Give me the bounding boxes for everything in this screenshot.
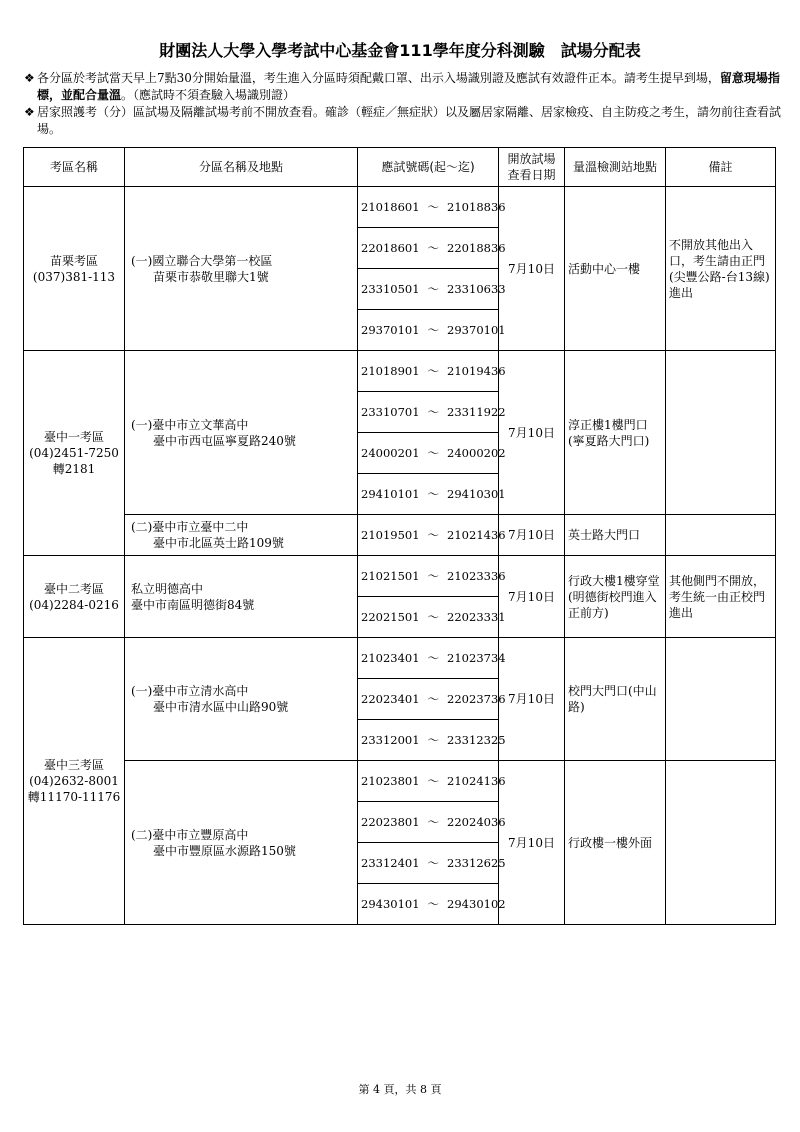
range-cell: 22018601 ～ 22018836 bbox=[358, 228, 499, 269]
temp-station-cell: 英士路大門口 bbox=[565, 515, 666, 556]
area-name: 臺中三考區 bbox=[43, 758, 104, 772]
area-phone: (04)2451-7250 bbox=[29, 446, 119, 460]
range-cell: 21023401 ～ 21023734 bbox=[358, 638, 499, 679]
site-name: (一)臺中市立清水高中 bbox=[131, 684, 249, 698]
range-cell: 23310701 ～ 23311922 bbox=[358, 392, 499, 433]
area-ext: 轉2181 bbox=[52, 462, 96, 476]
date-cell: 7月10日 bbox=[499, 187, 565, 351]
exam-site-table bbox=[23, 147, 776, 925]
range-cell: 21019501 ～ 21021436 bbox=[358, 515, 499, 556]
note-1 bbox=[24, 70, 784, 104]
area-phone: (04)2632-8001 bbox=[29, 774, 119, 788]
temp-station-cell: 校門大門口(中山路) bbox=[565, 638, 666, 761]
site-cell bbox=[125, 556, 358, 638]
range-cell: 23310501 ～ 23310633 bbox=[358, 269, 499, 310]
table-header-row bbox=[24, 148, 776, 187]
range-cell: 21018901 ～ 21019436 bbox=[358, 351, 499, 392]
area-name: 苗栗考區 bbox=[49, 253, 98, 268]
area-cell bbox=[24, 351, 125, 556]
range-cell: 21021501 ～ 21023336 bbox=[358, 556, 499, 597]
temp-station-cell: 活動中心一樓 bbox=[565, 187, 666, 351]
date-cell: 7月10日 bbox=[499, 638, 565, 761]
notes bbox=[24, 70, 784, 138]
site-address: 臺中市南區明德街84號 bbox=[131, 597, 255, 612]
site-cell bbox=[125, 638, 358, 761]
remark-cell bbox=[666, 515, 776, 556]
area-phone: (037)381-113 bbox=[32, 269, 116, 284]
remark-cell: 不開放其他出入口，考生請由正門(尖豐公路-台13線)進出 bbox=[666, 187, 776, 351]
range-cell: 22023401 ～ 22023736 bbox=[358, 679, 499, 720]
site-address: 臺中市豐原區水源路150號 bbox=[153, 843, 296, 858]
range-cell: 22021501 ～ 22023331 bbox=[358, 597, 499, 638]
range-cell: 29370101 ～ 29370101 bbox=[358, 310, 499, 351]
table-row bbox=[24, 187, 776, 228]
date-cell: 7月10日 bbox=[499, 351, 565, 515]
page-title: 財團法人大學入學考試中心基金會111學年度分科測驗 試場分配表 bbox=[159, 41, 641, 60]
header-date: 開放試場查看日期 bbox=[499, 148, 565, 187]
header-area: 考區名稱 bbox=[24, 148, 125, 187]
area-cell bbox=[24, 187, 125, 351]
range-cell: 29410101 ～ 29410301 bbox=[358, 474, 499, 515]
note-2-text: 居家照護考（分）區試場及隔離試場考前不開放查看。確診（輕症／無症狀）以及屬居家隔離、居家檢疫、自主防疫之考生，請勿前往查看試場。 bbox=[37, 105, 782, 136]
site-cell bbox=[125, 515, 358, 556]
date-cell: 7月10日 bbox=[499, 761, 565, 925]
header-site: 分區名稱及地點 bbox=[125, 148, 358, 187]
note-1-text-after: 。（應試時不須查驗入場識別證） bbox=[121, 88, 296, 102]
site-address: 苗栗市恭敬里聯大1號 bbox=[153, 269, 269, 284]
table-row bbox=[24, 556, 776, 597]
range-cell: 21018601 ～ 21018836 bbox=[358, 187, 499, 228]
range-cell: 23312001 ～ 23312325 bbox=[358, 720, 499, 761]
note-2 bbox=[24, 104, 784, 138]
area-cell bbox=[24, 556, 125, 638]
temp-station-cell: 行政大樓1樓穿堂(明德街校門進入正前方) bbox=[565, 556, 666, 638]
header-range: 應試號碼(起～迄) bbox=[358, 148, 499, 187]
area-name: 臺中二考區 bbox=[43, 581, 104, 596]
range-cell: 24000201 ～ 24000202 bbox=[358, 433, 499, 474]
range-cell: 22023801 ～ 22024036 bbox=[358, 802, 499, 843]
site-cell bbox=[125, 187, 358, 351]
header-remark: 備註 bbox=[666, 148, 776, 187]
site-name: (一)國立聯合大學第一校區 bbox=[131, 253, 273, 268]
site-name: (一)臺中市立文華高中 bbox=[131, 417, 249, 432]
site-name: (二)臺中市立臺中二中 bbox=[131, 520, 249, 534]
diamond-bullet-icon: ❖ bbox=[24, 71, 35, 85]
table-row bbox=[24, 761, 776, 802]
site-address: 臺中市清水區中山路90號 bbox=[153, 700, 289, 714]
table-row bbox=[24, 515, 776, 556]
page-footer: 第 4 頁，共 8 頁 bbox=[358, 1083, 442, 1096]
area-name: 臺中一考區 bbox=[43, 430, 104, 444]
site-address: 臺中市北區英士路109號 bbox=[153, 536, 284, 550]
remark-cell bbox=[666, 761, 776, 925]
table-row bbox=[24, 351, 776, 392]
area-cell bbox=[24, 638, 125, 925]
site-name: 私立明德高中 bbox=[131, 581, 204, 596]
range-cell: 29430101 ～ 29430102 bbox=[358, 884, 499, 925]
site-cell bbox=[125, 351, 358, 515]
remark-cell bbox=[666, 638, 776, 761]
area-phone: (04)2284-0216 bbox=[29, 597, 119, 612]
site-name: (二)臺中市立豐原高中 bbox=[131, 827, 249, 842]
range-cell: 21023801 ～ 21024136 bbox=[358, 761, 499, 802]
area-ext: 轉11170-11176 bbox=[27, 790, 121, 804]
site-address: 臺中市西屯區寧夏路240號 bbox=[153, 433, 296, 448]
table-row bbox=[24, 638, 776, 679]
diamond-bullet-icon: ❖ bbox=[24, 105, 35, 119]
note-1-bold-text: 留意現場指標，並配合量溫 bbox=[37, 71, 780, 102]
remark-cell bbox=[666, 351, 776, 515]
remark-cell: 其他側門不開放，考生統一由正校門進出 bbox=[666, 556, 776, 638]
site-cell bbox=[125, 761, 358, 925]
note-1-text: 各分區於考試當天早上7點30分開始量溫，考生進入分區時須配戴口罩、出示入場識別證及應試有效證件正本。請考生提早到場， bbox=[37, 71, 720, 85]
temp-station-cell: 淳正樓1樓門口(寧夏路大門口) bbox=[565, 351, 666, 515]
temp-station-cell: 行政樓一樓外面 bbox=[565, 761, 666, 925]
date-cell: 7月10日 bbox=[499, 515, 565, 556]
date-cell: 7月10日 bbox=[499, 556, 565, 638]
header-temp: 量溫檢測站地點 bbox=[565, 148, 666, 187]
range-cell: 23312401 ～ 23312625 bbox=[358, 843, 499, 884]
